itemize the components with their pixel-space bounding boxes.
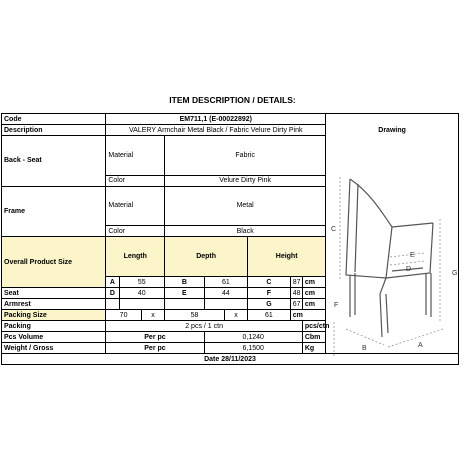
dimension-letter-f: F xyxy=(334,302,339,309)
volume-per: Per pc xyxy=(106,332,204,343)
packing-width: 58 xyxy=(165,310,225,321)
dim-letter-b: B xyxy=(165,277,205,288)
height-header: Height xyxy=(248,237,326,277)
length-header: Length xyxy=(106,237,165,277)
page-title: ITEM DESCRIPTION / DETAILS: xyxy=(169,95,296,105)
weight-per: Per pc xyxy=(106,343,204,354)
dimension-letter-b: B xyxy=(362,345,367,352)
seat-label: Seat xyxy=(2,288,106,299)
packing-value: 2 pcs / 1 ctn xyxy=(106,321,302,332)
armrest-label: Armrest xyxy=(2,299,106,310)
height-value: 87 xyxy=(290,277,302,288)
drawing-title: Drawing xyxy=(378,127,406,134)
dim-letter-a: A xyxy=(106,277,119,288)
frame-label: Frame xyxy=(2,186,106,237)
item-details-table xyxy=(1,113,459,365)
packing-height: 61 xyxy=(248,310,291,321)
packing-unit: pcs/ctn xyxy=(302,321,325,332)
weight-label: Weight / Gross xyxy=(2,343,106,354)
code-value: EM711,1 (E-00022892) xyxy=(106,114,326,125)
packing-x1: x xyxy=(141,310,164,321)
code-label: Code xyxy=(2,114,106,125)
dims-unit: cm xyxy=(302,277,325,288)
back-seat-color-value: Velure Dirty Pink xyxy=(165,175,326,186)
drawing-cell xyxy=(326,114,459,354)
description-value: VALERY Armchair Metal Black / Fabric Velure Dirty Pink xyxy=(106,125,326,136)
volume-label: Pcs Volume xyxy=(2,332,106,343)
dim-letter-g: G xyxy=(248,299,291,310)
volume-value: 0,1240 xyxy=(204,332,302,343)
packing-label: Packing xyxy=(2,321,106,332)
packing-size-label: Packing Size xyxy=(2,310,106,321)
dim-letter-f: F xyxy=(248,288,291,299)
packing-length: 70 xyxy=(106,310,141,321)
back-seat-material-value: Fabric xyxy=(165,136,326,176)
back-seat-material-key: Material xyxy=(106,136,165,176)
chair-outline xyxy=(346,179,433,337)
date-footer: Date 28/11/2023 xyxy=(2,354,459,365)
back-seat-label: Back - Seat xyxy=(2,136,106,187)
armrest-unit: cm xyxy=(302,299,325,310)
depth-header: Depth xyxy=(165,237,248,277)
frame-material-value: Metal xyxy=(165,186,326,226)
dimension-letter-a: A xyxy=(418,342,423,349)
packing-x2: x xyxy=(224,310,247,321)
armrest-g-value: 67 xyxy=(290,299,302,310)
packing-size-unit: cm xyxy=(290,310,326,321)
weight-value: 6,1500 xyxy=(204,343,302,354)
frame-color-key: Color xyxy=(106,226,165,237)
dimension-letter-e: E xyxy=(410,252,415,259)
seat-e-value: 44 xyxy=(204,288,248,299)
seat-f-value: 48 xyxy=(290,288,302,299)
overall-size-label: Overall Product Size xyxy=(2,237,106,288)
dimension-letter-c: C xyxy=(331,226,337,233)
chair-drawing xyxy=(328,157,459,357)
dim-letter-e: E xyxy=(165,288,205,299)
seat-d-value: 40 xyxy=(119,288,165,299)
description-label: Description xyxy=(2,125,106,136)
dim-letter-d: D xyxy=(106,288,119,299)
back-seat-color-key: Color xyxy=(106,175,165,186)
depth-value: 61 xyxy=(204,277,248,288)
frame-color-value: Black xyxy=(165,226,326,237)
dimension-letter-g: G xyxy=(452,270,458,277)
dimension-lines xyxy=(334,177,443,357)
length-value: 55 xyxy=(119,277,165,288)
volume-unit: Cbm xyxy=(302,332,325,343)
weight-unit: Kg xyxy=(302,343,325,354)
dim-letter-c: C xyxy=(248,277,291,288)
seat-unit: cm xyxy=(302,288,325,299)
frame-material-key: Material xyxy=(106,186,165,226)
dimension-letter-d: D xyxy=(406,266,412,273)
